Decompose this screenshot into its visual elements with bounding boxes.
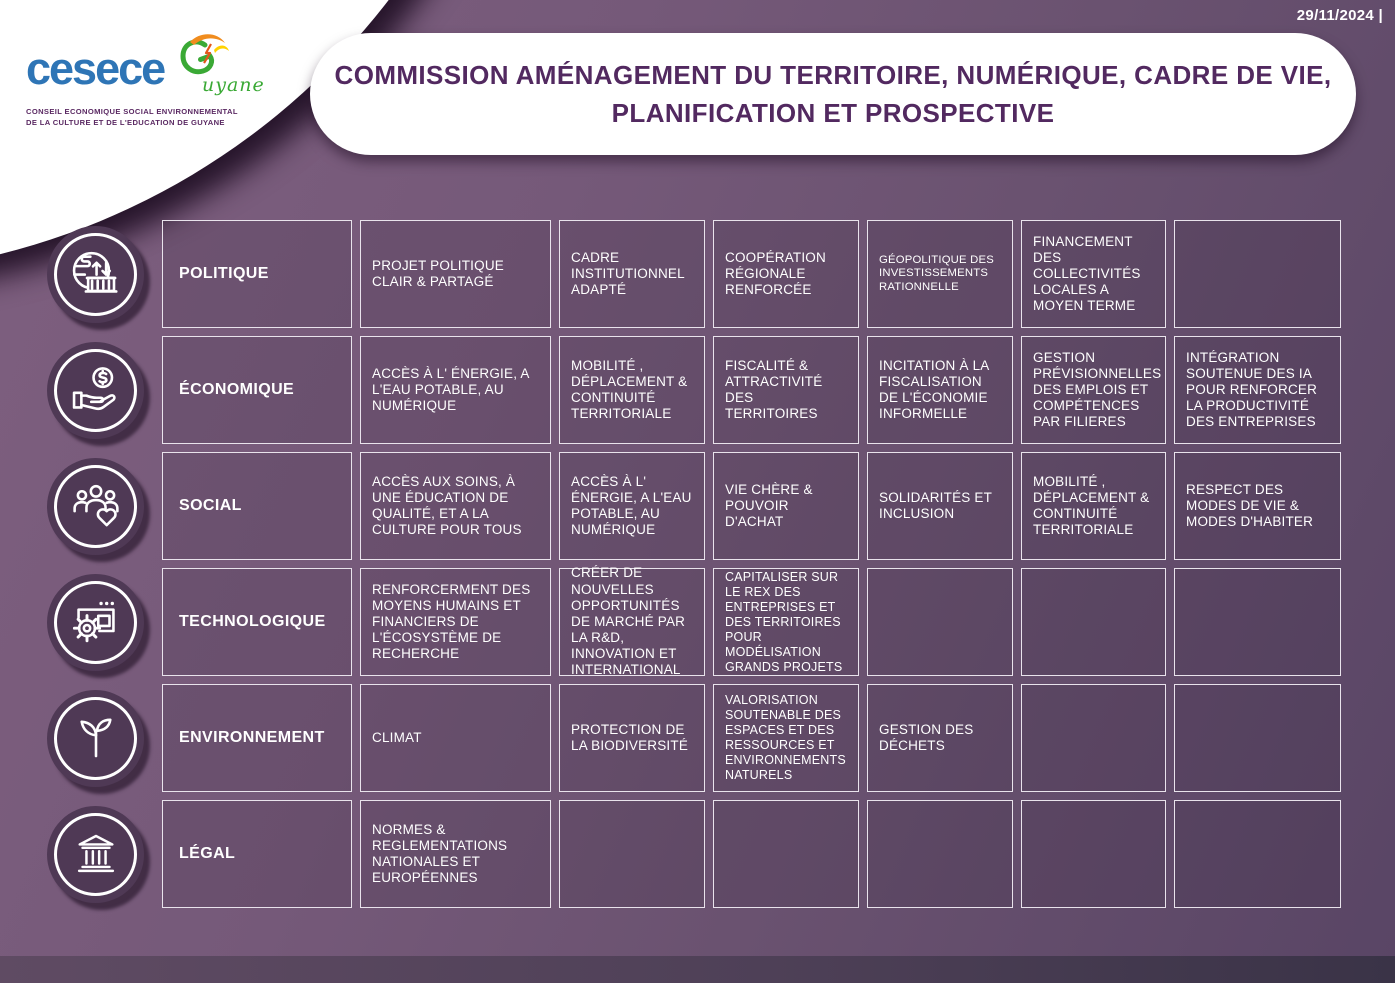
matrix-cell: FINANCEMENT DES COLLECTIVITÉS LOCALES A MOYEN TERME: [1021, 220, 1166, 328]
logo-subtitle: [26, 107, 278, 128]
matrix-cell: CADRE INSTITUTIONNEL ADAPTÉ: [559, 220, 705, 328]
legal-courthouse-icon: [47, 806, 144, 903]
brand-wordmark: cesece: [26, 43, 165, 94]
matrix-cell: MOBILITÉ , DÉPLACEMENT & CONTINUITÉ TERRITORIALE: [559, 336, 705, 444]
date-label: 29/11/2024 |: [1296, 7, 1383, 24]
matrix-cell: FISCALITÉ & ATTRACTIVITÉ DES TERRITOIRES: [713, 336, 859, 444]
matrix-cell-empty: [1174, 220, 1341, 328]
matrix-cell-empty: [1174, 800, 1341, 908]
matrix-cell-empty: [559, 800, 705, 908]
matrix-cell: RESPECT DES MODES DE VIE & MODES D'HABITER: [1174, 452, 1341, 560]
matrix-cell-empty: [867, 800, 1013, 908]
matrix-cell-empty: [1021, 568, 1166, 676]
politics-globe-government-icon: [47, 226, 144, 323]
matrix-cell: ACCÈS AUX SOINS, À UNE ÉDUCATION DE QUALITÉ, ET A LA CULTURE POUR TOUS: [360, 452, 551, 560]
matrix-cell-empty: [1174, 684, 1341, 792]
matrix-cell-empty: [1021, 684, 1166, 792]
environment-plant-icon: [47, 690, 144, 787]
row-label-economique: ÉCONOMIQUE: [162, 336, 352, 444]
matrix-cell: INTÉGRATION SOUTENUE DES IA POUR RENFORCER LA PRODUCTIVITÉ DES ENTREPRISES: [1174, 336, 1341, 444]
technology-gear-browser-icon: [47, 574, 144, 671]
row-label-legal: LÉGAL: [162, 800, 352, 908]
matrix-cell-empty: [1174, 568, 1341, 676]
matrix-cell: CLIMAT: [360, 684, 551, 792]
economy-hand-coin-icon: [47, 342, 144, 439]
brand-suffix: uyane: [202, 74, 265, 96]
matrix-cell-empty: [713, 800, 859, 908]
matrix-cell: COOPÉRATION RÉGIONALE RENFORCÉE: [713, 220, 859, 328]
pestel-matrix: [162, 220, 1341, 908]
matrix-cell: CAPITALISER SUR LE REX DES ENTREPRISES ET DES TERRITOIRES POUR MODÉLISATION GRANDS PROJETS: [713, 568, 859, 676]
matrix-cell: INCITATION À LA FISCALISATION DE L'ÉCONOMIE INFORMELLE: [867, 336, 1013, 444]
matrix-cell: SOLIDARITÉS ET INCLUSION: [867, 452, 1013, 560]
row-label-social: SOCIAL: [162, 452, 352, 560]
logo-subtitle-line2: DE LA CULTURE ET DE L'EDUCATION DE GUYANE: [26, 117, 225, 127]
matrix-cell-empty: [867, 568, 1013, 676]
matrix-cell: MOBILITÉ , DÉPLACEMENT & CONTINUITÉ TERRITORIALE: [1021, 452, 1166, 560]
matrix-cell: RENFORCERMENT DES MOYENS HUMAINS ET FINANCIERS DE L'ÉCOSYSTÈME DE RECHERCHE: [360, 568, 551, 676]
matrix-cell-empty: [1021, 800, 1166, 908]
cesece-logo: [26, 40, 278, 128]
page-title-line1: COMMISSION AMÉNAGEMENT DU TERRITOIRE, NUMÉRIQUE, CADRE DE VIE,: [334, 59, 1332, 90]
matrix-cell: PROTECTION DE LA BIODIVERSITÉ: [559, 684, 705, 792]
logo-subtitle-line1: CONSEIL ECONOMIQUE SOCIAL ENVIRONNEMENTAL: [26, 107, 238, 116]
matrix-cell: ACCÈS À L' ÉNERGIE, A L'EAU POTABLE, AU NUMÉRIQUE: [360, 336, 551, 444]
social-people-heart-icon: [47, 458, 144, 555]
matrix-cell: NORMES & REGLEMENTATIONS NATIONALES ET EUROPÉENNES: [360, 800, 551, 908]
row-label-politique: POLITIQUE: [162, 220, 352, 328]
row-label-technologique: TECHNOLOGIQUE: [162, 568, 352, 676]
row-label-environnement: ENVIRONNEMENT: [162, 684, 352, 792]
matrix-cell: CRÉER DE NOUVELLES OPPORTUNITÉS DE MARCHÉ PAR LA R&D, INNOVATION ET INTERNATIONAL: [559, 568, 705, 676]
brand-row: [26, 40, 278, 104]
page-title-line2: PLANIFICATION ET PROSPECTIVE: [611, 97, 1055, 128]
title-banner: [310, 33, 1356, 155]
matrix-cell: GESTION PRÉVISIONNELLES DES EMPLOIS ET COMPÉTENCES PAR FILIERES: [1021, 336, 1166, 444]
matrix-cell: GÉOPOLITIQUE DES INVESTISSEMENTS RATIONNELLE: [867, 220, 1013, 328]
matrix-cell: VIE CHÈRE & POUVOIR D'ACHAT: [713, 452, 859, 560]
matrix-cell: VALORISATION SOUTENABLE DES ESPACES ET DES RESSOURCES ET ENVIRONNEMENTS NATURELS: [713, 684, 859, 792]
matrix-cell: PROJET POLITIQUE CLAIR & PARTAGÉ: [360, 220, 551, 328]
matrix-cell: ACCÈS À L' ÉNERGIE, A L'EAU POTABLE, AU NUMÉRIQUE: [559, 452, 705, 560]
bottom-bar: [0, 956, 1395, 983]
matrix-cell: GESTION DES DÉCHETS: [867, 684, 1013, 792]
